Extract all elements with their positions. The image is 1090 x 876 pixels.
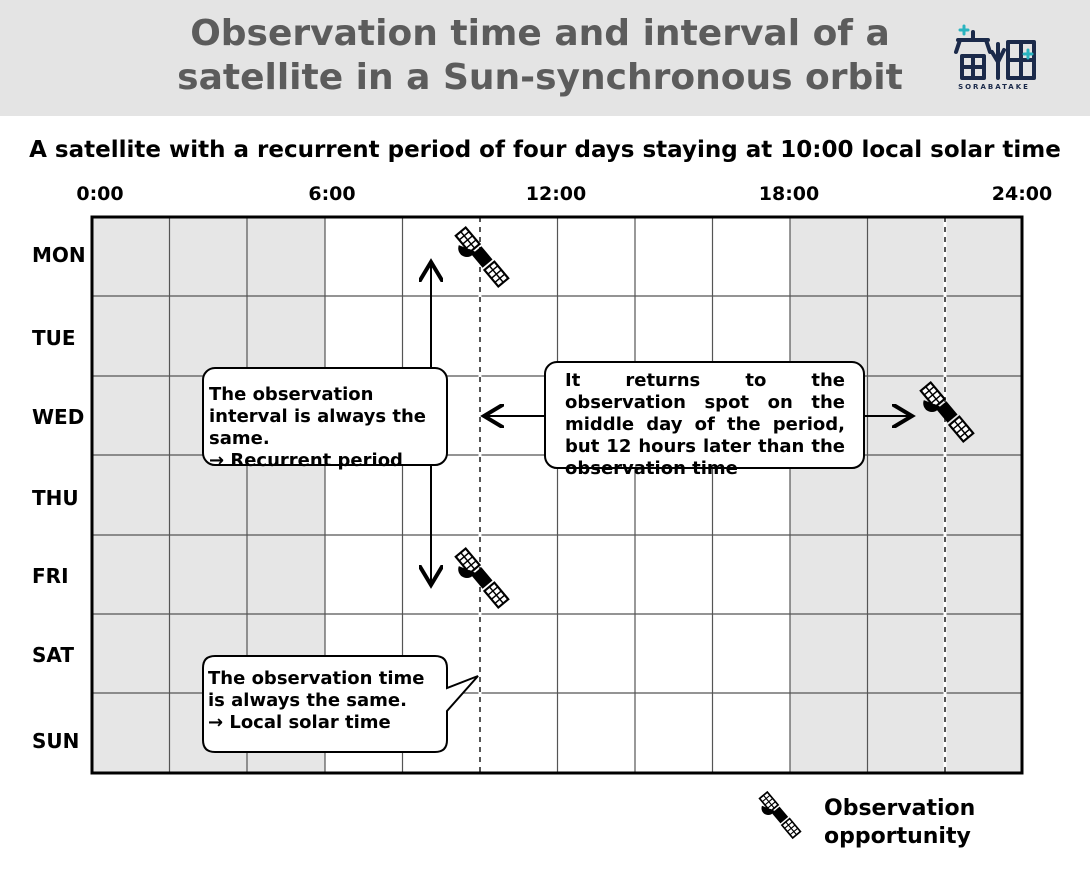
callout-returns-text: It returns to the observation spot on the middle day of the period, but 12 hours later than the observation time [565, 370, 845, 479]
satellite-icon-fri [456, 548, 509, 607]
day-label-sun: SUN [32, 729, 80, 753]
hour-label-24: 24:00 [991, 183, 1053, 205]
day-label-fri: FRI [32, 564, 69, 588]
logo-wordmark: SORABATAKE [958, 83, 1030, 91]
day-label-thu: THU [32, 486, 79, 510]
hour-label-6: 6:00 [308, 183, 356, 205]
page-title: Observation time and interval of a satellite in a Sun-synchronous orbit [177, 13, 903, 98]
day-label-wed: WED [32, 405, 85, 429]
callout-text-interval [209, 384, 447, 472]
night-shade-right [790, 217, 1022, 773]
chart-subtitle: A satellite with a recurrent period of four days staying at 10:00 local solar time [29, 137, 1061, 163]
callout-text-returns [565, 370, 845, 480]
callout-text-time [208, 668, 444, 734]
day-label-mon: MON [32, 243, 86, 267]
callout-time-text: The observation time is always the same. → Local solar time [208, 668, 425, 733]
day-label-tue: TUE [32, 326, 76, 350]
hour-label-0: 0:00 [76, 183, 124, 205]
satellite-icon-legend [760, 792, 801, 838]
legend-label: Observation opportunity [824, 796, 976, 849]
hour-label-18: 18:00 [758, 183, 820, 205]
satellite-icon-mon [456, 227, 509, 286]
callout-interval-text: The observation interval is always the same. → Recurrent period [209, 384, 427, 471]
hour-label-12: 12:00 [525, 183, 587, 205]
day-label-sat: SAT [32, 643, 74, 667]
